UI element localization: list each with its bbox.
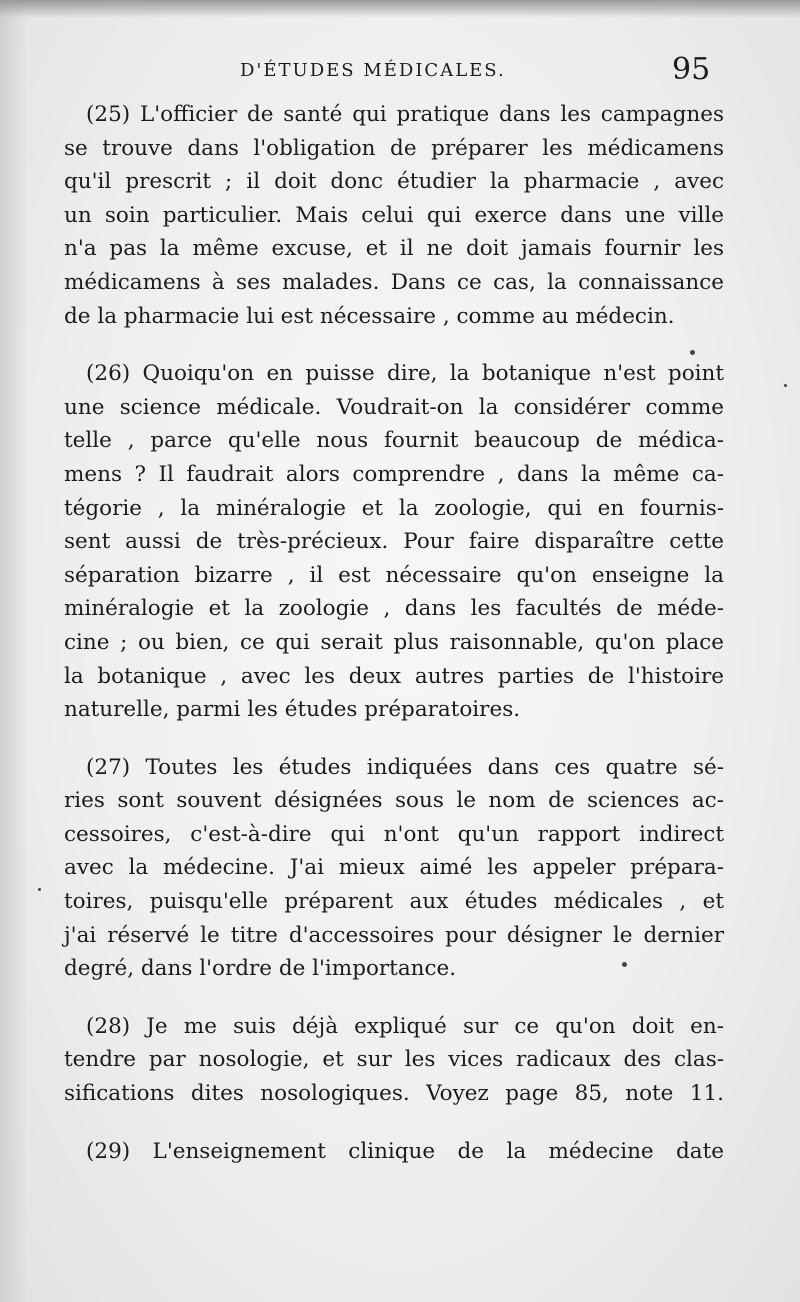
text-line: sent aussi de très-précieux. Pour faire disparaître cette — [64, 529, 724, 555]
text-line: degré, dans l'ordre de l'importance. — [64, 956, 457, 982]
text-line: tégorie , la minéralogie et la zoologie, qui en fournis- — [64, 495, 724, 521]
page-number: 95 — [672, 52, 711, 87]
ink-speck — [690, 350, 695, 355]
text-line: se trouve dans l'obligation de préparer les médicamens — [64, 135, 724, 161]
text-line: médicamens à ses malades. Dans ce cas, la connaissance — [64, 269, 724, 295]
text-line: (29) L'enseignement clinique de la médecine date — [86, 1138, 724, 1164]
text-line: un soin particulier. Mais celui qui exerce dans une ville — [64, 202, 724, 228]
ink-speck — [38, 888, 41, 891]
text-line: mens ? Il faudrait alors comprendre , dans la même ca- — [64, 461, 724, 487]
text-line: toires, puisqu'elle préparent aux études médicales , et — [64, 889, 724, 915]
text-line: cine ; ou bien, ce qui serait plus raisonnable, qu'on place — [64, 629, 724, 655]
text-line: n'a pas la même excuse, et il ne doit jamais fournir les — [64, 236, 724, 262]
paragraph-26 — [64, 357, 724, 727]
text-line: naturelle, parmi les études préparatoires. — [64, 697, 521, 723]
text-line: qu'il prescrit ; il doit donc étudier la pharmacie , avec — [64, 169, 724, 195]
text-line: (28) Je me suis déjà expliqué sur ce qu'on doit en- — [86, 1013, 724, 1039]
text-line: la botanique , avec les deux autres parties de l'histoire — [64, 663, 724, 689]
text-line: j'ai réservé le titre d'accessoires pour désigner le dernier — [64, 922, 724, 948]
text-line: de la pharmacie lui est nécessaire , comme au médecin. — [64, 303, 675, 329]
text-line: tendre par nosologie, et sur les vices radicaux des clas- — [64, 1047, 724, 1073]
paragraph-28 — [64, 1010, 724, 1111]
paragraph-29 — [64, 1135, 724, 1169]
body-text — [64, 98, 724, 1168]
ink-speck — [784, 384, 787, 387]
text-line: ries sont souvent désignées sous le nom de sciences ac- — [64, 788, 724, 814]
text-line: (25) L'officier de santé qui pratique dans les campagnes — [86, 102, 724, 127]
text-line: minéralogie et la zoologie , dans les facultés de méde- — [64, 596, 724, 622]
ink-speck — [622, 962, 627, 967]
text-line: avec la médecine. J'ai mieux aimé les appeler prépara- — [64, 855, 724, 881]
running-head: D'ÉTUDES MÉDICALES. — [240, 60, 506, 81]
text-line: sifications dites nosologiques. Voyez page 85, note 11. — [64, 1081, 724, 1107]
text-line: telle , parce qu'elle nous fournit beaucoup de médica- — [64, 428, 724, 454]
text-line: (26) Quoiqu'on en puisse dire, la botanique n'est point — [86, 361, 724, 387]
paragraph-25 — [64, 98, 724, 333]
paragraph-27 — [64, 751, 724, 986]
text-line: cessoires, c'est-à-dire qui n'ont qu'un rapport indirect — [64, 821, 724, 847]
text-line: (27) Toutes les études indiquées dans ces quatre sé- — [86, 754, 724, 780]
text-line: séparation bizarre , il est nécessaire qu'on enseigne la — [64, 562, 724, 588]
text-line: une science médicale. Voudrait-on la considérer comme — [64, 394, 724, 420]
